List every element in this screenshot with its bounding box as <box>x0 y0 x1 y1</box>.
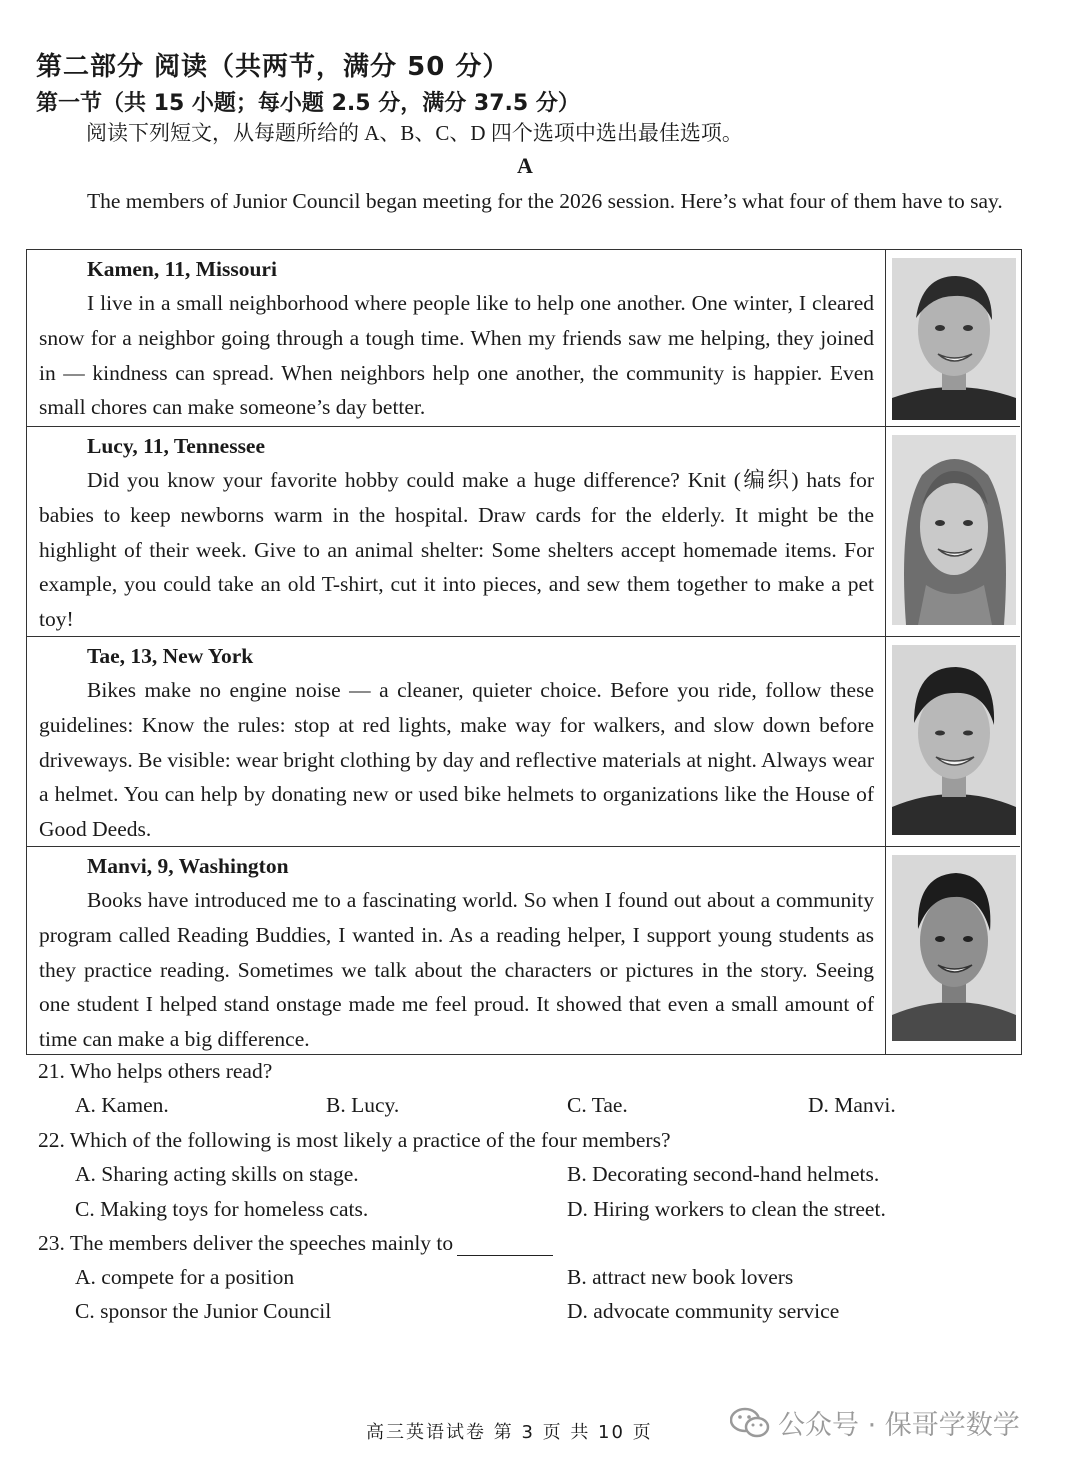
q22-option-a[interactable]: A. Sharing acting skills on stage. <box>75 1162 359 1186</box>
member-paragraph: I live in a small neighborhood where people like to help one another. One winter, I cleared snow for a neighbor going through a tough time. When my friends saw me helping, they joined in — kindness can spread. When neighbors help one another, the community is happier. Even small chores can make someone’s day better. <box>39 291 874 420</box>
member-row-manvi <box>27 846 1020 1055</box>
watermark <box>730 1403 1020 1442</box>
q21-option-d[interactable]: D. Manvi. <box>808 1093 896 1117</box>
member-text-block <box>39 427 874 637</box>
question-22-stem: 22. Which of the following is most likely a practice of the four members? <box>38 1128 671 1152</box>
member-name: Kamen, 11, Missouri <box>87 257 277 281</box>
tae-portrait-photo <box>892 645 1016 835</box>
instructions: 阅读下列短文，从每题所给的 A、B、C、D 四个选项中选出最佳选项。 <box>86 121 743 145</box>
part-title: 第二部分 阅读（共两节，满分 50 分） <box>36 52 510 82</box>
photo-cell <box>885 427 1021 637</box>
member-name: Tae, 13, New York <box>87 644 254 668</box>
q22-option-c[interactable]: C. Making toys for homeless cats. <box>75 1197 369 1221</box>
photo-cell <box>885 250 1021 426</box>
wechat-icon <box>730 1406 770 1440</box>
kamen-portrait-photo <box>892 258 1016 420</box>
q21-option-a[interactable]: A. Kamen. <box>75 1093 169 1117</box>
answer-blank[interactable] <box>457 1235 553 1256</box>
member-name: Manvi, 9, Washington <box>87 854 289 878</box>
member-paragraph: Did you know your favorite hobby could make a huge difference? Knit (编织) hats for babies to keep newborns warm in the hospital. Draw cards for the elderly. It might be the highlight of their week. Give to an animal shelter: Some shelters accept homemade items. For example, you could take an old T-shirt, cut it into pieces, and sew them together to make a pet toy! <box>39 468 874 632</box>
manvi-portrait-photo <box>892 855 1016 1041</box>
member-text-block <box>39 637 874 847</box>
q22-option-d[interactable]: D. Hiring workers to clean the street. <box>567 1197 886 1221</box>
lucy-portrait-photo <box>892 435 1016 625</box>
section-title: 第一节（共 15 小题；每小题 2.5 分，满分 37.5 分） <box>36 91 580 116</box>
q23-option-b[interactable]: B. attract new book lovers <box>567 1265 794 1289</box>
question-23 <box>38 1231 553 1256</box>
question-23-stem: 23. The members deliver the speeches mainly to <box>38 1231 454 1255</box>
member-text-block <box>39 250 874 425</box>
member-paragraph: Books have introduced me to a fascinating world. So when I found out about a community program called Reading Buddies, I wanted in. As a reading helper, I support young students as they practice reading. Sometimes we talk about the characters or pictures in the story. Seeing one student I helped stand onstage made me feel proud. It showed that even a small amount of time can make a big difference. <box>39 888 874 1052</box>
q23-option-a[interactable]: A. compete for a position <box>75 1265 295 1289</box>
q22-option-b[interactable]: B. Decorating second-hand helmets. <box>567 1162 880 1186</box>
member-paragraph: Bikes make no engine noise — a cleaner, quieter choice. Before you ride, follow these guidelines: Know the rules: stop at red lights, make way for walkers, and slow down before driveways. Be visible: wear bright clothing by day and reflective materials at night. Always wear a helmet. You can help by donating new or used bike helmets to organizations like the House of Good Deeds. <box>39 678 874 842</box>
passage-intro: The members of Junior Council began meeting for the 2026 session. Here’s what four of them have to say. <box>87 189 1003 213</box>
photo-cell <box>885 847 1021 1055</box>
q23-option-c[interactable]: C. sponsor the Junior Council <box>75 1299 332 1323</box>
q21-option-b[interactable]: B. Lucy. <box>326 1093 400 1117</box>
members-table <box>26 249 1022 1055</box>
q23-option-d[interactable]: D. advocate community service <box>567 1299 840 1323</box>
question-21-stem: 21. Who helps others read? <box>38 1059 273 1083</box>
watermark-text: 公众号 · 保哥学数学 <box>778 1410 1020 1441</box>
passage-label: A <box>517 153 533 178</box>
page-footer: 高三英语试卷 第 3 页 共 10 页 <box>366 1422 653 1443</box>
member-row-tae <box>27 636 1020 847</box>
member-row-kamen <box>27 250 1020 426</box>
member-text-block <box>39 847 874 1057</box>
member-row-lucy <box>27 426 1020 637</box>
member-name: Lucy, 11, Tennessee <box>87 434 266 458</box>
q21-option-c[interactable]: C. Tae. <box>567 1093 628 1117</box>
photo-cell <box>885 637 1021 847</box>
